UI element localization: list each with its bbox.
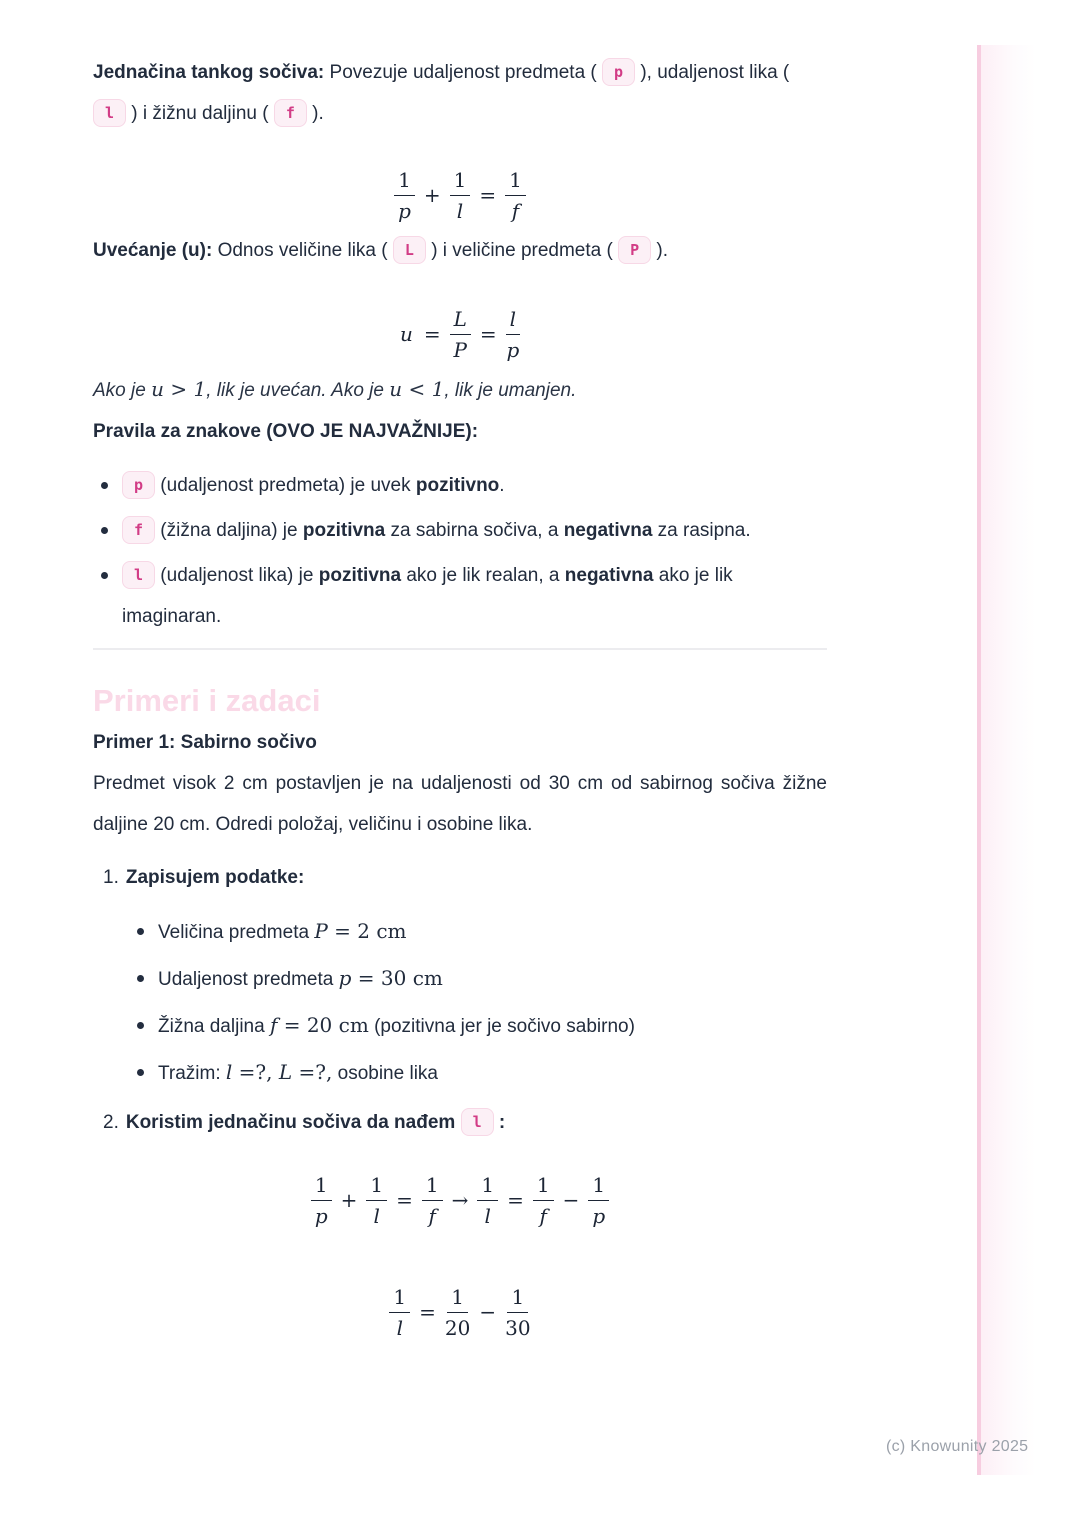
bullet-icon [101, 482, 108, 489]
magnification-lead: Uvećanje (u): [93, 240, 213, 261]
document-page [93, 0, 827, 1347]
step-number: 1. [103, 867, 119, 888]
code-badge-f: f [122, 516, 155, 544]
magnification-paragraph: Uvećanje (u): Odnos veličine lika ( L ) i veličine predmeta ( P ). [93, 230, 827, 271]
next-page-preview [981, 45, 1036, 1475]
step-1-label [103, 857, 827, 898]
lens-equation-paragraph: Jednačina tankog sočiva: Povezuje udaljenost predmeta ( p ), udaljenost lika ( l ) i žižnu daljinu ( f ). [93, 52, 827, 134]
derivation-formula: $\frac{1}{p}$ + $\frac{1}{l}$ = $\frac{1}{f}$ → $\frac{1}{l}$ = $\frac{1}{f}$ − $\frac{1}{p}$ [93, 1165, 827, 1235]
data-item-object-distance: Udaljenost predmeta p = 30 cm [137, 958, 827, 1000]
rule-item-p: p (udaljenost predmeta) je uvek pozitivno. [101, 465, 827, 506]
code-badge-l: l [93, 99, 126, 127]
bullet-icon [101, 572, 108, 579]
bullet-icon [137, 975, 144, 982]
bullet-icon [101, 527, 108, 534]
example-title: Primer 1: Sabirno sočivo [93, 732, 317, 753]
step-2-label [103, 1102, 827, 1143]
code-badge-p: p [122, 471, 155, 499]
rule-item-f: f (žižna daljina) je pozitivna za sabirna sočiva, a negativna za rasipna. [101, 510, 827, 551]
page-edge-line [977, 45, 981, 1475]
data-item-focal-length: Žižna daljina f = 20 cm (pozitivna jer je sočivo sabirno) [137, 1005, 827, 1047]
data-item-object-size: Veličina predmeta P = 2 cm [137, 911, 827, 953]
step-number: 2. [103, 1112, 119, 1133]
code-badge-L: L [393, 236, 426, 264]
bullet-icon [137, 928, 144, 935]
examples-heading: Primeri i zadaci [93, 683, 321, 718]
magnification-note: Ako je u > 1, lik je uvećan. Ako je u < 1, lik je umanjen. [93, 377, 577, 401]
rule-item-l: l (udaljenost lika) je pozitivna ako je lik realan, a negativna ako je lik imaginaran. [101, 555, 827, 637]
solution-steps [93, 857, 827, 1143]
section-divider [93, 648, 827, 650]
data-list [103, 911, 827, 1094]
example-problem-text: Predmet visok 2 cm postavljen je na udaljenosti od 30 cm od sabirnog sočiva žižne daljine 20 cm. Odredi položaj, veličinu i osobine lika. [93, 773, 827, 835]
sign-rules-list [93, 465, 827, 637]
step-title: Koristim jednačinu sočiva da nađem l : [126, 1102, 505, 1143]
code-badge-P: P [618, 236, 651, 264]
lens-equation-formula: $\frac{1}{p}$ + $\frac{1}{l}$ = $\frac{1}{f}$ [93, 160, 827, 230]
magnification-formula: u = $\frac{L}{P}$ = $\frac{l}{p}$ [399, 306, 520, 362]
code-badge-l: l [461, 1108, 494, 1136]
numeric-formula: $\frac{1}{l}$ = $\frac{1}{20}$ − $\frac{1}{30}$ [93, 1277, 827, 1347]
sign-rules-heading: Pravila za znakove (OVO JE NAJVAŽNIJE): [93, 421, 479, 442]
data-item-unknowns: Tražim: l =?, L =?, osobine lika [137, 1052, 827, 1094]
code-badge-l: l [122, 561, 155, 589]
step-title: Zapisujem podatke: [125, 867, 305, 888]
copyright-watermark: (c) Knowunity 2025 [886, 1438, 1029, 1455]
code-badge-p: p [602, 58, 635, 86]
code-badge-f: f [274, 99, 307, 127]
bullet-icon [137, 1069, 144, 1076]
lens-equation-lead: Jednačina tankog sočiva: [93, 62, 325, 83]
bullet-icon [137, 1022, 144, 1029]
